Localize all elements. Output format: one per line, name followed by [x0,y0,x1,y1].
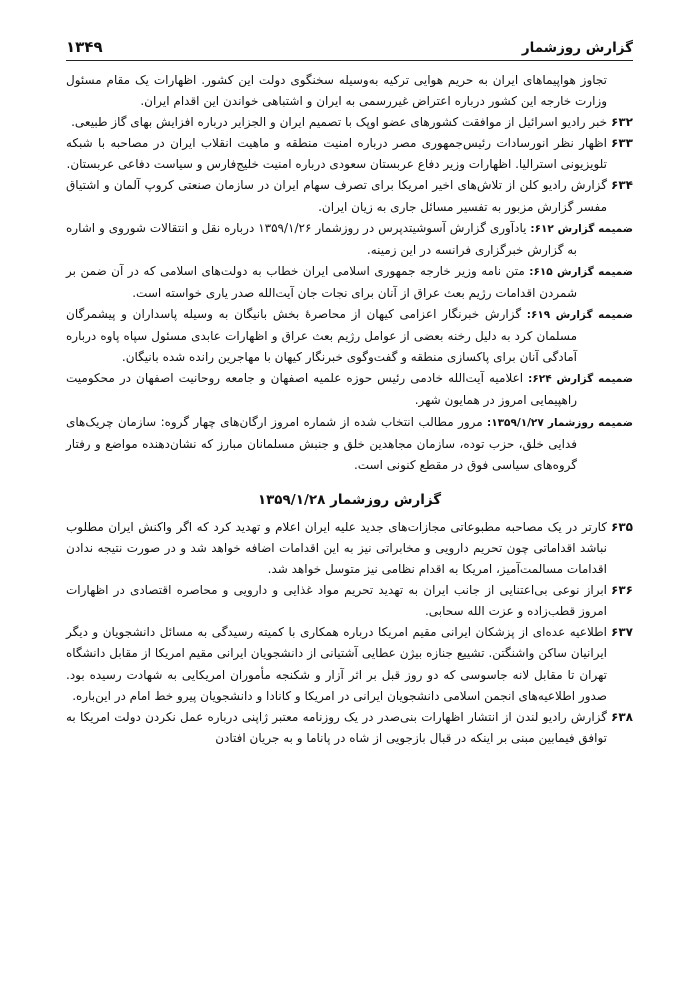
entry-636 [66,580,633,622]
running-title: گزارش روزشمار [521,40,633,56]
entry-number: ۶۳۴ [611,178,633,193]
annex-label: ضمیمه گزارش ۶۱۲: [530,222,633,235]
entry-text: اظهار نظر انورسادات رئیس‌جمهوری مصر درباره امنیت منطقه و ماهیت انقلاب ایران در مصاحبه با شبکه تلویزیونی استرالیا. اظهارات وزیر دفاع عربستان سعودی درباره امنیت خلیج‌فارس و سیاست دفاعی عربستان. [66,136,607,172]
entry-number: ۶۳۵ [611,519,633,534]
section-title: گزارش روزشمار ۱۳۵۹/۱/۲۸ [257,491,442,508]
entry-text: خبر رادیو اسرائیل از موافقت کشورهای عضو اوپک با تصمیم ایران و الجزایر درباره افزایش بهای گاز طبیعی. [71,115,607,130]
entry-638 [66,707,633,749]
annex-text: اعلامیه آیت‌الله خادمی رئیس حوزه علمیه اصفهان و جامعه روحانیت اصفهان در محکومیت راهپیمایی امروز در همایون شهر. [66,371,577,408]
annex-619 [66,304,633,368]
entry-number: ۶۳۲ [611,115,633,130]
entry-text: تجاوز هواپیماهای ایران به حریم هوایی ترکیه به‌وسیله سخنگوی دولت این کشور. اظهارات یک مقام مسئول وزارت خارجه این کشور درباره اعتراض غیررسمی به ایران و اشتباهی خواندن این اقدام ایران. [66,73,607,109]
entry-number: ۶۳۶ [611,583,633,598]
entry-text: اطلاعیه عده‌ای از پزشکان ایرانی مقیم امریکا درباره همکاری با کمیته رسیدگی به مسائل دانشجویان و دیگر ایرانیان ساکن واشنگتن. تشییع جنازه بیژن عطایی آشتیانی از دانشجویان ایرانی مقیم امریکا از مقابل دانشگاه تهران تا مقابل لانه جاسوسی که دو روز قبل بر اثر آزار و شکنجه مأموران امریکایی به شهادت رسیده بود. صدور اطلاعیه‌های انجمن اسلامی دانشجویان ایرانی در امریکا و کانادا و دانشجویان پیرو خط امام در این‌باره. [66,625,607,703]
entry-text: کارتر در یک مصاحبه مطبوعاتی مجازات‌های جدید علیه ایران اعلام و تهدید کرد که اگر واکنش ایران مطلوب نباشد اقداماتی چون تحریم دارویی و مخابراتی نیز به این اقدامات اضافه خواهد شد و در صورت نتیجه ندادن اقدامات مسالمت‌آمیز، امریکا به اقدام نظامی نیز متوسل خواهد شد. [66,519,607,577]
entry-632 [66,112,633,133]
entry-number: ۶۳۳ [611,136,633,151]
annex-label: ضمیمه گزارش ۶۲۴: [528,373,633,386]
annex-text: مرور مطالب انتخاب شده از شماره امروز ارگان‌های چهار گروه: سازمان چریک‌های فدایی خلق، حزب توده، سازمان مجاهدین خلق و جنبش مسلمانان مبارز که نشان‌دهنده مواضع و رفتار گروه‌های سیاسی فوق در مقطع کنونی است. [66,414,577,472]
entry-number: ۶۳۷ [611,625,633,640]
annex-daily-1359-1-27 [66,412,633,476]
entry-637 [66,622,633,706]
annex-label: ضمیمه گزارش ۶۱۹: [526,309,633,322]
entry-number: ۶۳۸ [611,709,633,724]
page-number: ۱۳۴۹ [66,38,103,56]
entry-text: گزارش رادیو کلن از تلاش‌های اخیر امریکا برای تصرف سهام ایران در سازمان صنعتی کروپ آلمان و اشتیاق مفسر گزارش مزبور به تفسیر مسائل جاری به زیان ایران. [66,178,607,214]
annex-label: ضمیمه روزشمار ۱۳۵۹/۱/۲۷: [487,416,633,429]
entry-text: گزارش رادیو لندن از انتشار اظهارات بنی‌صدر در یک روزنامه معتبر ژاپنی درباره عمل نکردن دولت امریکا به توافق فیمابین مبنی بر اینکه در قبال بازجویی از شاه در پاناما و به جریان افتادن [66,709,607,745]
entry-text: ابراز نوعی بی‌اعتنایی از جانب ایران به تهدید تحریم مواد غذایی و دارویی و محاصره اقتصادی در اظهارات امروز قطب‌زاده و عزت الله سحابی. [66,583,607,619]
entry-634 [66,175,633,217]
annex-612 [66,218,633,261]
entry-633 [66,133,633,175]
annex-615 [66,261,633,304]
entry-continued [66,70,633,112]
page-header [66,32,633,61]
entry-635 [66,517,633,580]
annex-label: ضمیمه گزارش ۶۱۵: [529,265,633,278]
page-body [66,70,633,749]
annex-text: متن نامه وزیر خارجه جمهوری اسلامی ایران خطاب به دولت‌های اسلامی که در آن ضمن بر شمردن اقدامات رژیم بعث عراق از آنان برای نجات جان آیت‌الله صدر یاری خواسته است. [66,263,577,300]
annex-text: یادآوری گزارش آسوشیتدپرس در روزشمار ۱۳۵۹/۱/۲۶ درباره نقل و انتقالات شوروی و اشاره به گزارش خبرگزاری فرانسه در این زمینه. [66,220,577,257]
annex-624 [66,368,633,411]
annex-text: گزارش خبرنگار اعزامی کیهان از محاصرهٔ بخش بانیگان به وسیله پاسداران و پیشمرگان مسلمان کرد به دلیل رخنه بعضی از عوامل رژیم بعث عراق و اظهارات عابدی مسئول سپاه پاوه درباره آمادگی آنان برای پاکسازی منطقه و گفت‌وگوی خبرنگار کیهان با مهاجرین رانده شده بانیگان. [66,307,577,365]
